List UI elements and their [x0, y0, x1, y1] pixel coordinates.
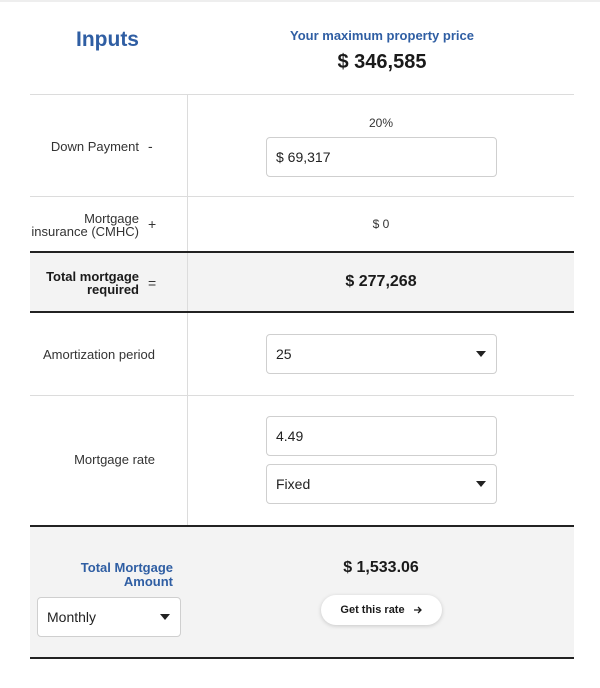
down-payment-percent[interactable]: 20%	[368, 116, 394, 130]
total-amount-row	[30, 525, 574, 659]
payment-frequency-select[interactable]: Monthly	[37, 597, 181, 637]
chevron-down-icon	[476, 351, 486, 357]
inputs-title: Inputs	[76, 28, 139, 51]
rate-type-select[interactable]: Fixed	[266, 464, 497, 504]
total-mortgage-label: Total mortgage required	[46, 269, 139, 297]
total-amount-value: $ 1,533.06	[343, 559, 419, 576]
mortgage-insurance-label: Mortgage insurance (CMHC)	[31, 211, 139, 239]
amortization-label: Amortization period	[43, 347, 155, 362]
down-payment-input[interactable]: $ 69,317	[266, 137, 497, 177]
chevron-down-icon	[160, 614, 170, 620]
total-mortgage-value: $ 277,268	[345, 273, 417, 290]
total-amount-label: Total Mortgage Amount	[80, 560, 173, 589]
amortization-select[interactable]: 25	[266, 334, 497, 374]
get-this-rate-button[interactable]: Get this rate	[321, 595, 442, 625]
mortgage-rate-row	[30, 396, 574, 525]
calculator-header	[30, 0, 574, 95]
max-price-value: $ 346,585	[337, 51, 427, 73]
mortgage-insurance-value: $ 0	[372, 217, 390, 231]
down-payment-label: Down Payment	[50, 139, 139, 154]
mortgage-insurance-row	[30, 197, 574, 251]
mortgage-rate-label: Mortgage rate	[74, 452, 155, 467]
total-mortgage-row	[30, 251, 574, 313]
plus-operator: +	[148, 216, 157, 232]
arrow-right-icon	[413, 605, 423, 615]
equals-operator: =	[148, 275, 157, 291]
minus-operator: -	[148, 138, 153, 154]
mortgage-rate-input[interactable]: 4.49	[266, 416, 497, 456]
max-price-label: Your maximum property price	[290, 28, 474, 43]
down-payment-row	[30, 95, 574, 197]
amortization-row	[30, 313, 574, 396]
chevron-down-icon	[476, 481, 486, 487]
